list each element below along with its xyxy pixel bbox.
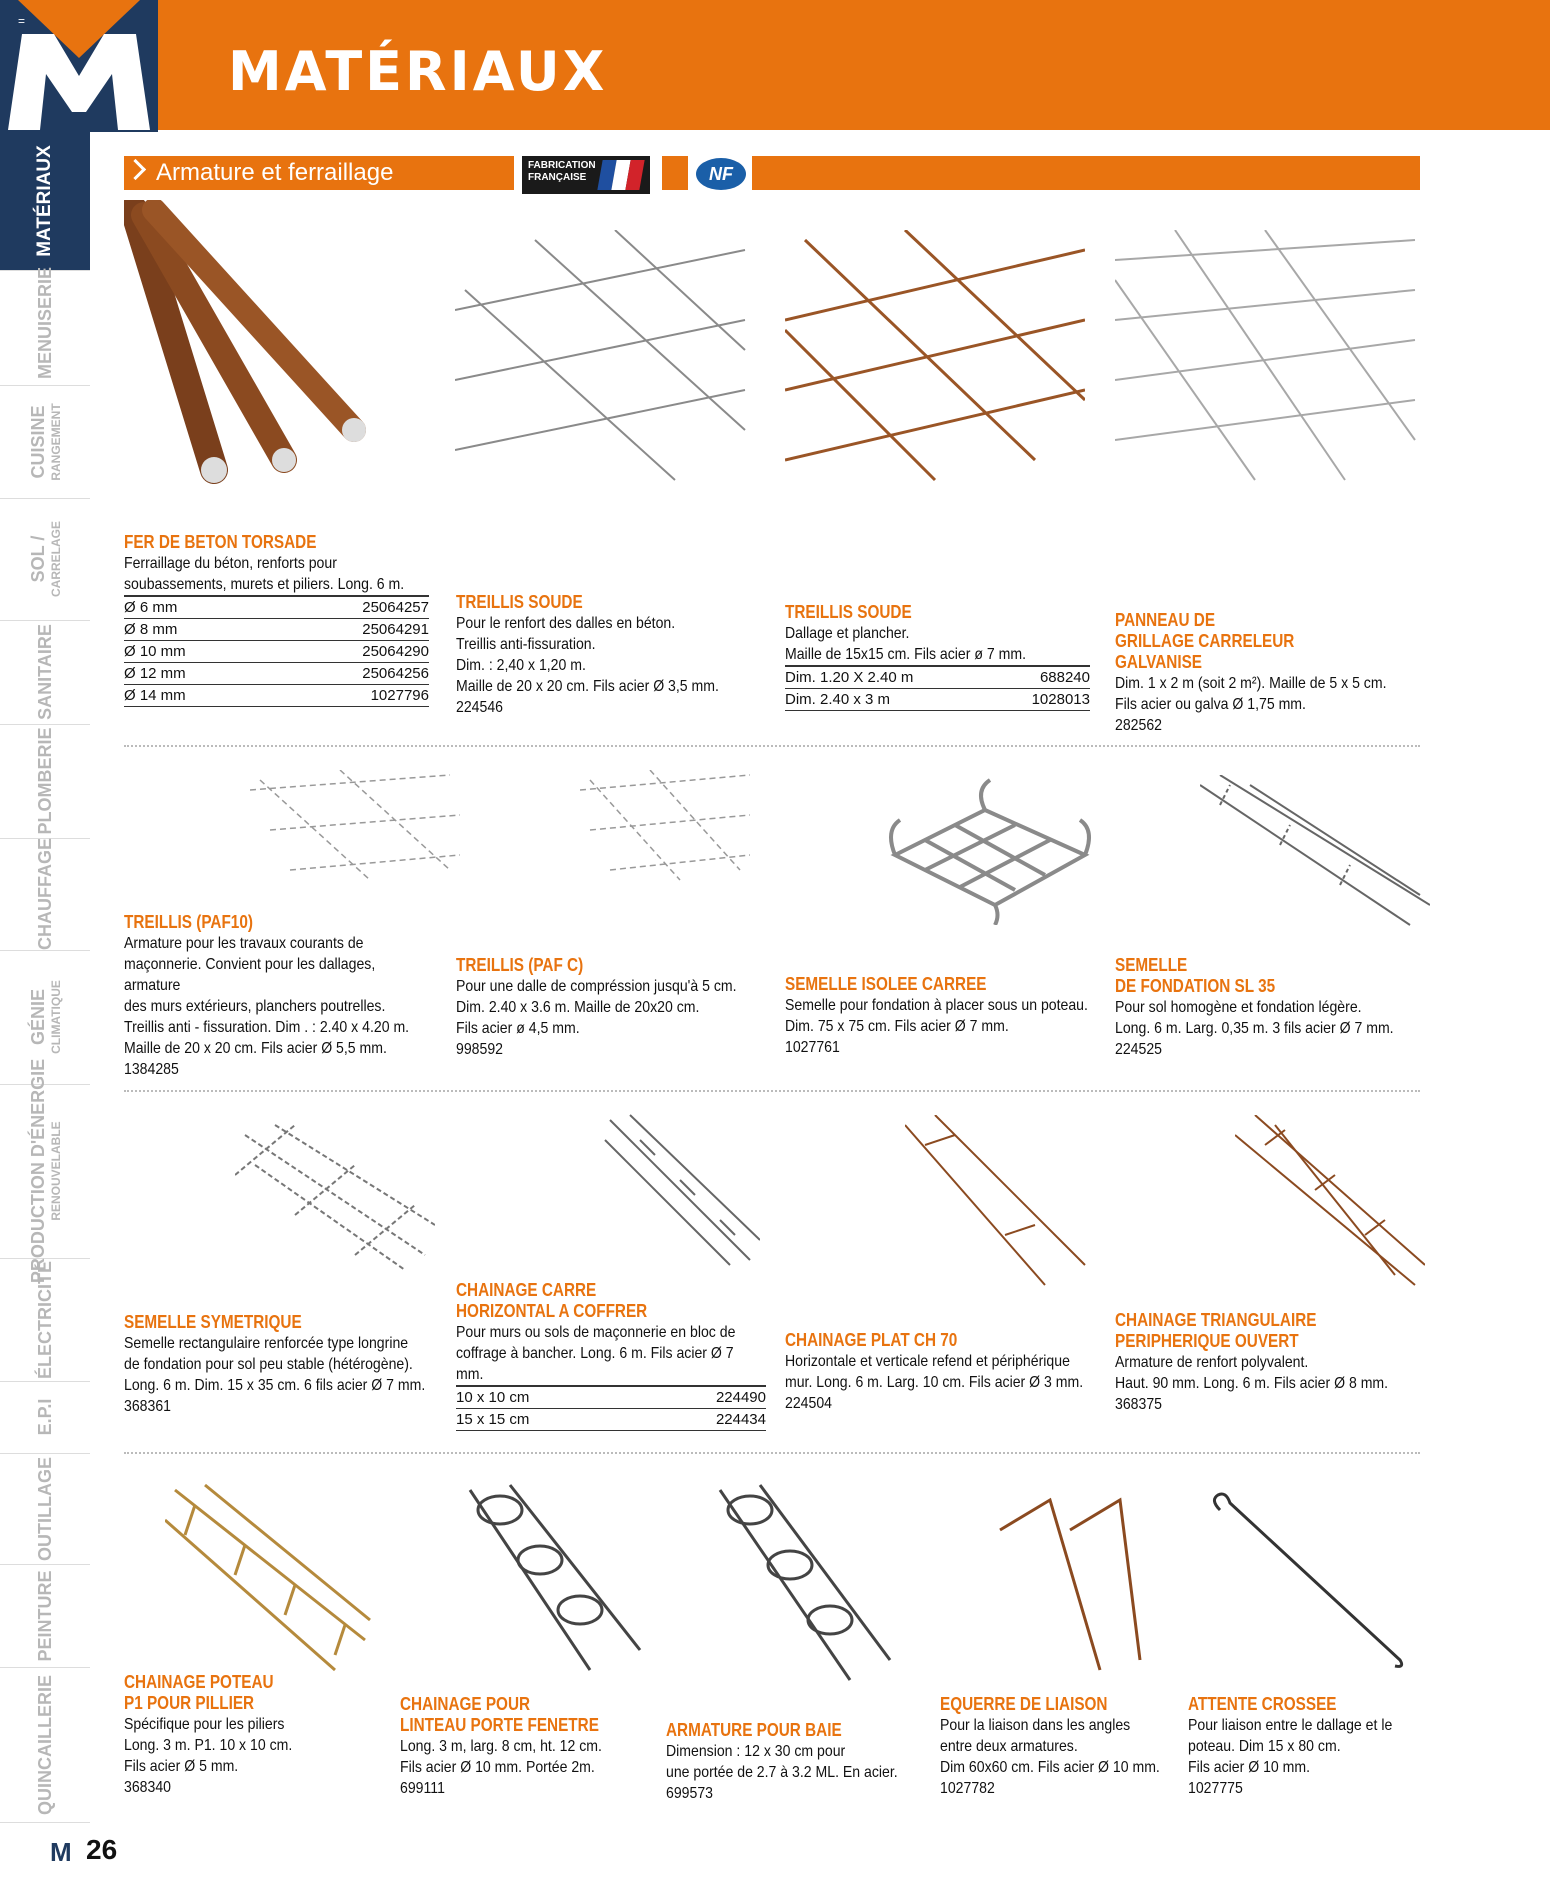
product-reference: 368375 (1115, 1396, 1162, 1413)
product-description: Dimension : 12 x 30 cm pour une portée de 2.7 à 3.2 ML. En acier. (666, 1743, 898, 1781)
pillar-chaining-image (165, 1480, 375, 1680)
bay-armature-image (710, 1480, 900, 1690)
category-sidebar (0, 132, 90, 1822)
product-reference: 224546 (456, 699, 503, 716)
sidebar-tab-text: ÉLECTRICITÉ (35, 1260, 55, 1379)
sidebar-tab-label (34, 1260, 56, 1378)
row-divider (124, 745, 1420, 747)
product-description: Horizontale et verticale refend et périphérique mur. Long. 6 m. Larg. 10 cm. Fils acier Ø 3 mm. (785, 1353, 1084, 1391)
product-name: SEMELLE ISOLEE CARREE (785, 974, 987, 994)
sidebar-tab[interactable] (0, 385, 90, 499)
sidebar-tab-label (34, 266, 56, 378)
sidebar-tab[interactable] (0, 1453, 90, 1565)
spec-table (124, 595, 429, 707)
product-name: TREILLIS (PAF10) (124, 912, 253, 932)
sidebar-tab[interactable] (0, 724, 90, 839)
product-description: Armature pour les travaux courants de maçonnerie. Convient pour les dallages, armature des murs extérieurs, planchers poutrelles. Treillis anti - fissuration. Dim . : 2.40 x 4.20 m. Maille de 20 x 20 cm. Fils acier Ø 5,5 mm. (124, 935, 410, 1057)
section-bar-segment (662, 156, 688, 190)
sidebar-tab[interactable] (0, 1667, 90, 1823)
spec-row (785, 689, 1090, 711)
spec-row (124, 619, 429, 641)
sidebar-tab-label (34, 1399, 56, 1436)
sidebar-tab[interactable] (0, 620, 90, 725)
product-description: Spécifique pour les piliers Long. 3 m. P1. 10 x 10 cm. Fils acier Ø 5 mm. (124, 1716, 293, 1775)
product-description: Dallage et plancher. Maille de 15x15 cm. Fils acier ø 7 mm. (785, 625, 1026, 663)
product-block (400, 1694, 650, 1799)
product-name: SEMELLE SYMETRIQUE (124, 1312, 302, 1332)
fabrication-francaise-badge (522, 156, 650, 194)
product-description: Armature de renfort polyvalent. Haut. 90 mm. Long. 6 m. Fils acier Ø 8 mm. (1115, 1354, 1389, 1392)
sidebar-tab-text: MATÉRIAUX (34, 145, 55, 257)
product-description: Pour liaison entre le dallage et le poteau. Dim 15 x 80 cm. Fils acier Ø 10 mm. (1188, 1717, 1393, 1776)
spec-size: 10 x 10 cm (456, 1389, 530, 1406)
sidebar-tab-text: CHAUFFAGE (35, 838, 55, 950)
section-bar (124, 156, 1420, 190)
sidebar-tab-text: PLOMBERIE (35, 727, 55, 835)
product-block (666, 1720, 916, 1804)
product-reference: 1384285 (124, 1061, 179, 1078)
sidebar-tab-label (34, 1674, 56, 1814)
product-description: Pour murs ou sols de maçonnerie en bloc de coffrage à bancher. Long. 6 m. Fils acier Ø 7 mm. (456, 1324, 736, 1383)
sidebar-tab[interactable] (0, 1258, 90, 1382)
row-divider (124, 1452, 1420, 1454)
sidebar-tab-text: MENUISERIE (35, 266, 55, 379)
product-name: ARMATURE POUR BAIE (666, 1720, 842, 1740)
product-reference: 368340 (124, 1779, 171, 1796)
product-reference: 1027782 (940, 1780, 995, 1797)
sidebar-tab-label (27, 1059, 63, 1283)
sl35-footing-image (1200, 775, 1430, 935)
section-title-box (124, 156, 514, 190)
logo-mark: = (18, 14, 26, 28)
flat-chaining-image (905, 1115, 1105, 1295)
row-divider (124, 1090, 1420, 1092)
page-header (0, 0, 1550, 130)
product-name: TREILLIS SOUDE (785, 602, 912, 622)
sidebar-tab-text: QUINCAILLERIE (35, 1674, 55, 1815)
sidebar-tab[interactable] (0, 1058, 90, 1284)
lintel-chaining-image (460, 1480, 650, 1680)
spec-size: Ø 12 mm (124, 665, 186, 682)
page-number: 26 (86, 1834, 118, 1865)
product-block (785, 974, 1090, 1058)
product-block (124, 1312, 429, 1417)
product-name: TREILLIS (PAF C) (456, 955, 584, 975)
product-description: Ferraillage du béton, renforts pour soubassements, murets et piliers. Long. 6 m. (124, 555, 405, 593)
product-reference: 224525 (1115, 1041, 1162, 1058)
product-block (785, 1330, 1090, 1414)
spec-row (456, 1409, 766, 1431)
hooked-bar-image (1200, 1490, 1420, 1670)
product-block (785, 602, 1090, 711)
spec-reference: 25064290 (362, 643, 429, 660)
product-reference: 368361 (124, 1398, 171, 1415)
product-reference: 282562 (1115, 717, 1162, 734)
sidebar-tab-text: OUTILLAGE (35, 1456, 55, 1561)
badge-line-2: FRANÇAISE (528, 172, 587, 183)
footer-logo: M (50, 1837, 72, 1867)
sidebar-tab-label (27, 980, 63, 1054)
spec-reference: 25064257 (362, 599, 429, 616)
product-name: CHAINAGE POUR LINTEAU PORTE FENETRE (400, 1694, 599, 1735)
sidebar-tab[interactable] (0, 838, 90, 951)
product-block (124, 912, 429, 1080)
sidebar-tab-subtext: CLIMATIQUE (49, 980, 63, 1054)
sidebar-tab[interactable] (0, 132, 90, 271)
spec-size: Dim. 1.20 X 2.40 m (785, 669, 914, 686)
section-title: Armature et ferraillage (156, 159, 394, 186)
spec-row (124, 663, 429, 685)
badge-line-1: FABRICATION (528, 160, 596, 171)
product-reference: 699111 (400, 1780, 445, 1797)
sidebar-tab-text: GÉNIE (28, 989, 48, 1046)
sidebar-tab-text: SANITAIRE (35, 624, 55, 720)
sidebar-tab-text: SOL / (28, 535, 48, 583)
sidebar-tab[interactable] (0, 1564, 90, 1668)
product-name: CHAINAGE PLAT CH 70 (785, 1330, 958, 1350)
sidebar-tab[interactable] (0, 498, 90, 621)
nf-badge: NF (696, 158, 746, 190)
symmetric-footing-image (235, 1115, 435, 1275)
spec-size: 15 x 15 cm (456, 1411, 530, 1428)
isolated-footing-image (875, 775, 1105, 925)
sidebar-tab[interactable] (0, 260, 90, 386)
spec-size: Ø 10 mm (124, 643, 186, 660)
spec-reference: 688240 (1039, 669, 1090, 686)
product-name: SEMELLE DE FONDATION SL 35 (1115, 955, 1276, 996)
french-flag-icon (597, 160, 646, 190)
spec-table (456, 1385, 766, 1431)
product-name: ATTENTE CROSSEE (1188, 1694, 1337, 1714)
spec-row (785, 666, 1090, 689)
product-block (1115, 955, 1425, 1060)
spec-reference: 1028013 (1031, 691, 1090, 708)
product-block (940, 1694, 1180, 1799)
product-block (124, 532, 429, 707)
product-description: Pour sol homogène et fondation légère. Long. 6 m. Larg. 0,35 m. 3 fils acier Ø 7 mm. (1115, 999, 1394, 1037)
rebar-image (124, 200, 434, 490)
spec-reference: 1027796 (370, 687, 429, 704)
product-reference: 224504 (785, 1395, 832, 1412)
spec-row (124, 596, 429, 619)
sidebar-tab-label (34, 1457, 56, 1561)
sidebar-tab-text: PEINTURE (35, 1569, 55, 1662)
spec-reference: 25064291 (362, 621, 429, 638)
spec-table (785, 665, 1090, 711)
sidebar-tab[interactable] (0, 1381, 90, 1454)
sidebar-tab-label (34, 1570, 56, 1661)
square-chaining-image (600, 1110, 760, 1270)
product-description: Semelle pour fondation à placer sous un poteau. Dim. 75 x 75 cm. Fils acier Ø 7 mm. (785, 997, 1088, 1035)
pafc-mesh-image (580, 770, 750, 890)
product-block (124, 1672, 374, 1798)
sidebar-tab-label (34, 145, 56, 257)
product-description: Pour le renfort des dalles en béton. Treillis anti-fissuration. Dim. : 2,40 x 1,20 m. Maille de 20 x 20 cm. Fils acier Ø 3,5 mm. (456, 615, 719, 695)
sidebar-tab-subtext: CARRELAGE (49, 520, 63, 598)
sidebar-tab-subtext: RANGEMENT (49, 402, 63, 481)
product-name: TREILLIS SOUDE (456, 592, 583, 612)
product-block (1115, 1310, 1425, 1415)
sidebar-tab-text: E.P.I (35, 1398, 55, 1436)
sidebar-tab-label (34, 727, 56, 834)
sidebar-tab-label (34, 624, 56, 720)
product-block (1188, 1694, 1428, 1799)
product-block (456, 1280, 766, 1431)
sidebar-tab-label (27, 403, 63, 480)
product-description: Pour une dalle de compréssion jusqu'à 5 cm. Dim. 2.40 x 3.6 m. Maille de 20x20 cm. Fils acier ø 4,5 mm. (456, 978, 737, 1037)
sidebar-tab-label (34, 838, 56, 950)
product-name: CHAINAGE CARRE HORIZONTAL A COFFRER (456, 1280, 648, 1321)
product-description: Semelle rectangulaire renforcée type longrine de fondation pour sol peu stable (hétérogène). Long. 6 m. Dim. 15 x 35 cm. 6 fils acier Ø 7 mm. (124, 1335, 426, 1394)
sidebar-tab-text: CUISINE (28, 405, 48, 479)
welded-mesh-image (455, 230, 755, 490)
galvanized-mesh-image (1115, 230, 1420, 490)
spec-size: Dim. 2.40 x 3 m (785, 691, 891, 708)
product-reference: 998592 (456, 1041, 503, 1058)
product-name: FER DE BETON TORSADE (124, 532, 317, 552)
product-description: Dim. 1 x 2 m (soit 2 m²). Maille de 5 x 5 cm. Fils acier ou galva Ø 1,75 mm. (1115, 675, 1387, 713)
spec-reference: 25064256 (362, 665, 429, 682)
sidebar-tab-subtext: RENOUVELABLE (49, 1121, 63, 1221)
triangular-chaining-image (1235, 1115, 1425, 1295)
chevron-right-icon (125, 159, 146, 180)
product-block (456, 955, 766, 1060)
product-name: EQUERRE DE LIAISON (940, 1694, 1108, 1714)
section-bar-segment (752, 156, 1420, 190)
product-block (456, 592, 766, 718)
product-reference: 1027761 (785, 1039, 840, 1056)
spec-row (124, 641, 429, 663)
sidebar-tab-label (27, 521, 63, 597)
connection-bracket-image (990, 1480, 1160, 1680)
spec-size: Ø 6 mm (124, 599, 178, 616)
spec-row (456, 1386, 766, 1409)
spec-reference: 224434 (715, 1411, 766, 1428)
product-reference: 1027775 (1188, 1780, 1243, 1797)
product-name: PANNEAU DE GRILLAGE CARRELEUR GALVANISE (1115, 610, 1295, 672)
product-description: Pour la liaison dans les angles entre deux armatures. Dim 60x60 cm. Fils acier Ø 10 mm. (940, 1717, 1160, 1776)
spec-size: Ø 14 mm (124, 687, 186, 704)
sidebar-tab-text: PRODUCTION D'ÉNERGIE (28, 1058, 48, 1284)
spec-reference: 224490 (715, 1389, 766, 1406)
product-name: CHAINAGE POTEAU P1 POUR PILLIER (124, 1672, 274, 1713)
spec-size: Ø 8 mm (124, 621, 178, 638)
spec-row (124, 685, 429, 707)
paf10-mesh-image (250, 770, 460, 890)
page-title: MATÉRIAUX (228, 40, 608, 103)
product-description: Long. 3 m, larg. 8 cm, ht. 12 cm. Fils acier Ø 10 mm. Portée 2m. (400, 1738, 602, 1776)
product-block (1115, 610, 1425, 736)
product-name: CHAINAGE TRIANGULAIRE PERIPHERIQUE OUVERT (1115, 1310, 1317, 1351)
product-reference: 699573 (666, 1785, 713, 1802)
welded-mesh-rust-image (785, 230, 1085, 490)
